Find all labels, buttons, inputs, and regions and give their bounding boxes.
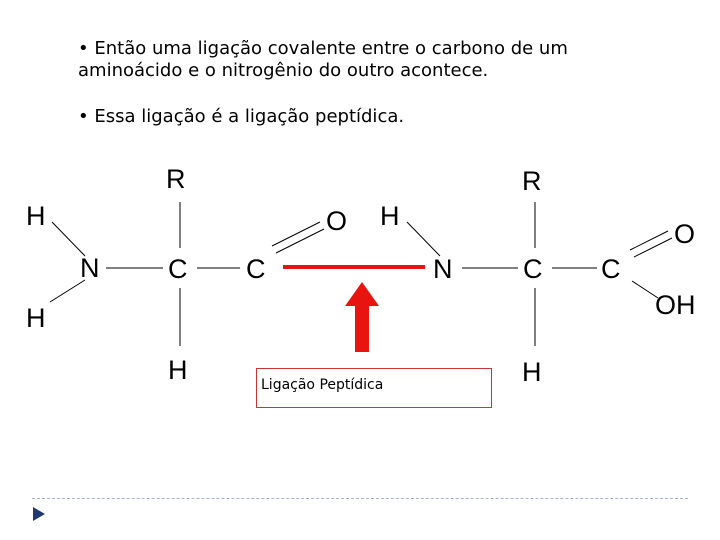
atom-o-left: O	[326, 206, 348, 236]
atom-r-right: R	[522, 166, 542, 196]
bullet-marker: •	[78, 38, 89, 59]
bond-c-o-double-2	[276, 229, 324, 253]
bond-h-n	[407, 222, 440, 256]
bullet-text-1: Então uma ligação covalente entre o carbono de um aminoácido e o nitrogênio do outro acontece.	[78, 38, 568, 81]
footer-divider	[32, 498, 688, 499]
arrow-up-icon	[345, 282, 379, 352]
atom-n-right: N	[433, 254, 453, 284]
atom-h-bottom-left: H	[26, 303, 46, 333]
triangle-right-icon-svg	[32, 506, 46, 522]
bond-c-o-double-1	[272, 222, 320, 246]
bullet-text-2: Essa ligação é a ligação peptídica.	[94, 106, 405, 127]
triangle-right-icon[interactable]	[32, 506, 46, 526]
atom-c-carboxyl-right: C	[601, 254, 621, 284]
peptide-bond-label: Ligação Peptídica	[261, 377, 384, 393]
bond-c-o-double-1	[630, 231, 668, 250]
peptide-bond-label-box	[256, 368, 492, 408]
bond-c-o-double-2	[634, 238, 672, 257]
bond-h-n	[52, 222, 85, 256]
bullet-marker: •	[78, 106, 89, 127]
atom-h-amide-right: H	[380, 201, 400, 231]
atom-o-right: O	[674, 219, 696, 249]
atom-h-alpha-right: H	[522, 357, 542, 387]
bond-n-h	[50, 280, 85, 302]
atom-c-carbonyl-left: C	[246, 254, 266, 284]
atom-h-top-left: H	[26, 201, 46, 231]
atom-n-left: N	[80, 253, 100, 283]
atom-h-alpha-left: H	[168, 355, 188, 385]
atom-oh-right: OH	[655, 290, 696, 320]
atom-c-alpha-left: C	[168, 254, 188, 284]
atom-c-alpha-right: C	[523, 254, 543, 284]
atom-r-left: R	[166, 164, 186, 194]
